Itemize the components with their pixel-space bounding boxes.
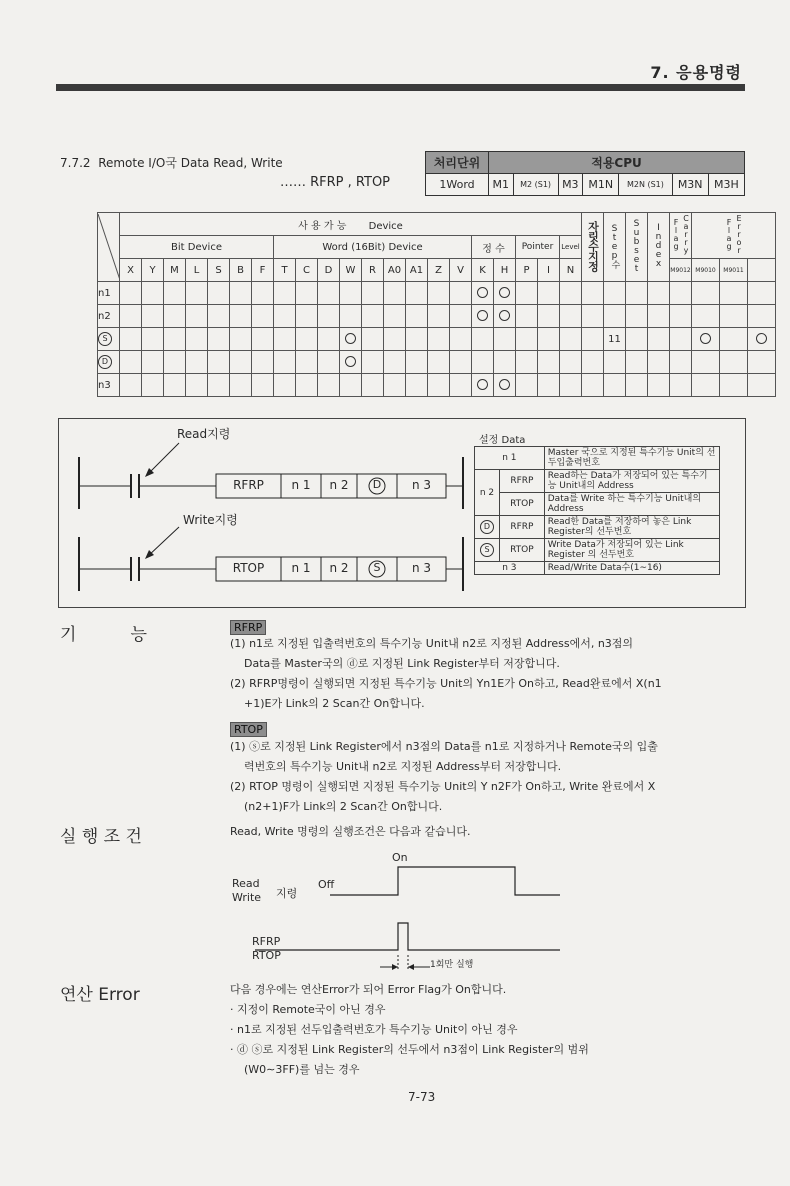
- rfrp-line-2b: +1)E가 Link의 2 Scan간 On합니다.: [244, 697, 425, 710]
- device-cell: [208, 328, 230, 351]
- d-label: D: [475, 516, 500, 539]
- device-cell: [296, 282, 318, 305]
- col-s: S: [208, 259, 230, 282]
- cpu-table: [425, 151, 745, 196]
- steps-header: 자릿수지정: [582, 213, 604, 282]
- device-table-body: [98, 282, 776, 397]
- d-desc: Read한 Data를 저장하여 놓은 Link Register의 선두번호: [544, 516, 719, 539]
- device-cell: [582, 305, 604, 328]
- cpu-header: 적용CPU: [489, 152, 745, 174]
- device-cell: [604, 351, 626, 374]
- rtop-box-n3: n 3: [411, 561, 432, 575]
- device-cell: [428, 305, 450, 328]
- rfrp-box-n2: n 2: [329, 478, 349, 492]
- device-row-s: [98, 328, 776, 351]
- device-cell: [186, 374, 208, 397]
- function-heading: 기 능: [60, 625, 147, 645]
- device-cell: [582, 351, 604, 374]
- pointer-header: Pointer: [516, 236, 560, 259]
- device-row-d: [98, 351, 776, 374]
- device-cell: [648, 282, 670, 305]
- device-cell: [604, 374, 626, 397]
- available-mark: [499, 287, 510, 298]
- n2-rtop-label: RTOP: [500, 493, 545, 516]
- exec-text: Read, Write 명령의 실행조건은 다음과 같습니다.: [230, 825, 471, 838]
- device-cell: [252, 374, 274, 397]
- n1-label: n 1: [475, 447, 545, 470]
- col-i: I: [538, 259, 560, 282]
- device-cell: [626, 374, 648, 397]
- device-cell: [274, 328, 296, 351]
- rtop-line-2b: (n2+1)F가 Link의 2 Scan간 On합니다.: [244, 800, 443, 813]
- available-mark: [756, 333, 767, 344]
- word-device-header: Word (16Bit) Device: [274, 236, 472, 259]
- col-w: W: [340, 259, 362, 282]
- device-cell: [516, 374, 538, 397]
- rtop-box-name: RTOP: [232, 561, 265, 575]
- row-label: n1: [98, 282, 120, 305]
- flag-m9011: M9011: [720, 259, 748, 282]
- device-cell: [472, 374, 494, 397]
- device-cell: [626, 282, 648, 305]
- device-cell: [230, 374, 252, 397]
- device-cell: [560, 328, 582, 351]
- s-desc: Write Data가 저장되어 있는 Link Register 의 선두번호: [544, 539, 719, 562]
- device-cell: [142, 374, 164, 397]
- device-cell: [252, 305, 274, 328]
- n2-rtop-desc: Data를 Write 하는 특수기능 Unit내의 Address: [544, 493, 719, 516]
- device-cell: [252, 282, 274, 305]
- flag-m9010: M9010: [692, 259, 720, 282]
- device-cell: [472, 328, 494, 351]
- flag-blank: [748, 259, 776, 282]
- device-cell: [626, 305, 648, 328]
- write-command-label: Write지령: [183, 513, 238, 527]
- timing-rfrp-rtop-label: [252, 935, 281, 963]
- rtop-box-n1: n 1: [291, 561, 311, 575]
- device-cell: [692, 351, 720, 374]
- device-cell: [670, 305, 692, 328]
- rfrp-line-1a: (1) n1로 지정된 입출력번호의 특수기능 Unit내 n2로 지정된 Address에서, n3점의: [230, 637, 634, 650]
- col-m: M: [164, 259, 186, 282]
- n2-rfrp-desc: Read하는 Data가 저장되어 있는 특수기능 Unit내의 Address: [544, 470, 719, 493]
- device-cell: [450, 351, 472, 374]
- col-b: B: [230, 259, 252, 282]
- settings-title: 설정 Data: [479, 435, 526, 446]
- device-cell: [208, 351, 230, 374]
- device-cell: [450, 374, 472, 397]
- device-cell: [362, 351, 384, 374]
- device-cell: [494, 328, 516, 351]
- available-mark: [700, 333, 711, 344]
- rfrp-box-n3: n 3: [411, 478, 432, 492]
- cpu-m1: M1: [489, 174, 514, 196]
- s-sub: RTOP: [500, 539, 545, 562]
- cpu-m1n: M1N: [583, 174, 619, 196]
- device-cell: [164, 305, 186, 328]
- n2-label: n 2: [475, 470, 500, 516]
- available-mark: [499, 379, 510, 390]
- device-cell: [692, 328, 720, 351]
- device-cell: [318, 374, 340, 397]
- device-cell: [450, 328, 472, 351]
- col-y: Y: [142, 259, 164, 282]
- col-c: C: [296, 259, 318, 282]
- device-cell: [538, 351, 560, 374]
- s-label: S: [475, 539, 500, 562]
- device-cell: [560, 374, 582, 397]
- device-cell: [670, 328, 692, 351]
- device-cell: [340, 374, 362, 397]
- device-cell: [648, 328, 670, 351]
- timing-rfrp: RFRP: [252, 935, 281, 948]
- device-cell: [274, 305, 296, 328]
- device-cell: [582, 328, 604, 351]
- device-cell: [384, 305, 406, 328]
- header-rule: [56, 84, 745, 91]
- device-cell: [186, 328, 208, 351]
- d-sub: RFRP: [500, 516, 545, 539]
- device-cell: [252, 351, 274, 374]
- device-cell: [494, 374, 516, 397]
- const-header: 정 수: [472, 236, 516, 259]
- rfrp-line-1b: Data를 Master국의 ⓓ로 지정된 Link Register부터 저장합니다.: [244, 657, 560, 670]
- row-label: n3: [98, 374, 120, 397]
- n1-desc: Master 국으로 지정된 특수기능 Unit의 선두입출력번호: [544, 447, 719, 470]
- available-mark: [477, 310, 488, 321]
- device-cell: [748, 305, 776, 328]
- device-cell: [406, 374, 428, 397]
- error-item-4: (W0∼3FF)를 넘는 경우: [244, 1063, 360, 1076]
- timing-once-label: 1회만 실행: [430, 960, 474, 970]
- col-l: L: [186, 259, 208, 282]
- device-cell: [516, 282, 538, 305]
- col-t: T: [274, 259, 296, 282]
- device-cell: [604, 282, 626, 305]
- device-cell: [164, 351, 186, 374]
- rtop-line-2a: (2) RTOP 명령이 실행되면 지정된 특수기능 Unit의 Y n2F가 On하고, Write 완료에서 X: [230, 780, 656, 793]
- device-cell: [186, 305, 208, 328]
- device-cell: [230, 282, 252, 305]
- device-cell: [648, 374, 670, 397]
- device-cell: [384, 374, 406, 397]
- device-cell: [428, 351, 450, 374]
- device-cell: [384, 282, 406, 305]
- device-cell: [428, 328, 450, 351]
- device-cell: [748, 374, 776, 397]
- timing-command-label: 지령: [276, 887, 298, 900]
- index-header: Index: [648, 213, 670, 282]
- col-d: D: [318, 259, 340, 282]
- device-cell: [670, 374, 692, 397]
- device-cell: [516, 305, 538, 328]
- error-intro: 다음 경우에는 연산Error가 되어 Error Flag가 On합니다.: [230, 983, 507, 996]
- device-cell: [252, 328, 274, 351]
- col-p: P: [516, 259, 538, 282]
- device-cell: [472, 351, 494, 374]
- device-cell: [720, 282, 748, 305]
- cpu-m2n: M2N (S1): [619, 174, 672, 196]
- device-cell: [208, 374, 230, 397]
- device-cell: [406, 282, 428, 305]
- device-cell: [142, 282, 164, 305]
- device-cell: [720, 305, 748, 328]
- device-cell: [208, 282, 230, 305]
- error-header: Error Flag: [692, 213, 776, 259]
- device-cell: [516, 328, 538, 351]
- section-number: 7.7.2: [60, 156, 91, 170]
- device-cell: [648, 351, 670, 374]
- row-label: S: [98, 328, 120, 351]
- rtop-description: [230, 737, 755, 817]
- device-cell: 11: [604, 328, 626, 351]
- rtop-line-1a: (1) ⓢ로 지정된 Link Register에서 n3점의 Data를 n1로 지정하거나 Remote국의 입출: [230, 740, 658, 753]
- device-cell: [164, 282, 186, 305]
- device-cell: [318, 282, 340, 305]
- rfrp-box-name: RFRP: [233, 478, 264, 492]
- available-mark: [477, 379, 488, 390]
- timing-rtop: RTOP: [252, 949, 281, 962]
- device-cell: [494, 351, 516, 374]
- device-cell: [450, 282, 472, 305]
- device-cell: [670, 282, 692, 305]
- device-cell: [670, 351, 692, 374]
- available-mark: [345, 356, 356, 367]
- corner-cell: [98, 213, 120, 282]
- device-cell: [230, 351, 252, 374]
- device-cell: [582, 282, 604, 305]
- device-cell: [560, 282, 582, 305]
- col-f: F: [252, 259, 274, 282]
- timing-read-write-label: [232, 877, 261, 905]
- step-count-header: Step수: [604, 213, 626, 282]
- column-header-row: [98, 259, 776, 282]
- device-cell: [340, 328, 362, 351]
- usable-device-header: [120, 213, 582, 236]
- device-cell: [164, 374, 186, 397]
- device-row-n3: [98, 374, 776, 397]
- device-cell: [120, 282, 142, 305]
- device-cell: [494, 282, 516, 305]
- device-cell: [340, 351, 362, 374]
- device-cell: [720, 374, 748, 397]
- device-cell: [428, 374, 450, 397]
- device-cell: [362, 374, 384, 397]
- rtop-box-n2: n 2: [329, 561, 349, 575]
- device-row-n2: [98, 305, 776, 328]
- rtop-line-1b: 력번호의 특수기능 Unit내 n2로 지정된 Address부터 저장합니다.: [244, 760, 562, 773]
- device-cell: [472, 282, 494, 305]
- device-cell: [626, 351, 648, 374]
- carry-header: Carry Flag: [670, 213, 692, 259]
- rfrp-tag: RFRP: [230, 620, 266, 635]
- timing-write: Write: [232, 891, 262, 904]
- device-cell: [120, 351, 142, 374]
- device-cell: [538, 282, 560, 305]
- n3-label: n 3: [475, 562, 545, 575]
- device-cell: [748, 351, 776, 374]
- n2-rfrp-label: RFRP: [500, 470, 545, 493]
- rfrp-description: [230, 634, 750, 714]
- device-cell: [142, 328, 164, 351]
- col-z: Z: [428, 259, 450, 282]
- available-mark: [477, 287, 488, 298]
- device-cell: [582, 374, 604, 397]
- device-cell: [120, 305, 142, 328]
- device-cell: [186, 351, 208, 374]
- rtop-box-s: S: [373, 561, 381, 574]
- col-a1: A1: [406, 259, 428, 282]
- device-cell: [692, 374, 720, 397]
- col-k: K: [472, 259, 494, 282]
- device-cell: [692, 305, 720, 328]
- device-cell: [296, 328, 318, 351]
- device-cell: [340, 282, 362, 305]
- device-cell: [340, 305, 362, 328]
- device-cell: [538, 305, 560, 328]
- n3-desc: Read/Write Data수(1∼16): [544, 562, 719, 575]
- settings-table: [474, 446, 720, 575]
- rfrp-box-d: D: [372, 478, 382, 491]
- device-cell: [450, 305, 472, 328]
- unit-header: 처리단위: [426, 152, 489, 174]
- device-cell: [428, 282, 450, 305]
- rfrp-line-2a: (2) RFRP명령이 실행되면 지정된 특수기능 Unit의 Yn1E가 On하고, Read완료에서 X(n1: [230, 677, 662, 690]
- device-cell: [318, 305, 340, 328]
- device-cell: [296, 374, 318, 397]
- device-cell: [692, 282, 720, 305]
- timing-on-label: On: [392, 851, 408, 864]
- device-cell: [318, 328, 340, 351]
- col-r: R: [362, 259, 384, 282]
- usable-label: 사 용 가 능: [298, 220, 347, 232]
- bit-device-header: Bit Device: [120, 236, 274, 259]
- device-cell: [720, 328, 748, 351]
- device-cell: [406, 328, 428, 351]
- timing-read: Read: [232, 877, 260, 890]
- device-cell: [604, 305, 626, 328]
- device-table: [97, 212, 776, 397]
- available-mark: [345, 333, 356, 344]
- device-cell: [274, 351, 296, 374]
- subset-header: Subset: [626, 213, 648, 282]
- device-cell: [384, 351, 406, 374]
- device-cell: [230, 328, 252, 351]
- page-number: 7-73: [408, 1090, 436, 1104]
- instruction-names: …… RFRP , RTOP: [280, 175, 391, 190]
- col-v: V: [450, 259, 472, 282]
- device-cell: [720, 351, 748, 374]
- error-item-3: · ⓓ ⓢ로 지정된 Link Register의 선두에서 n3점이 Link Register의 범위: [230, 1043, 589, 1056]
- device-cell: [748, 328, 776, 351]
- chapter-title: 7. 응용명령: [650, 63, 742, 82]
- device-cell: [538, 328, 560, 351]
- col-a0: A0: [384, 259, 406, 282]
- device-cell: [230, 305, 252, 328]
- cpu-m3: M3: [558, 174, 583, 196]
- device-cell: [384, 328, 406, 351]
- device-cell: [142, 305, 164, 328]
- cpu-m2: M2 (S1): [513, 174, 558, 196]
- section-title: [60, 154, 283, 171]
- device-cell: [560, 351, 582, 374]
- device-cell: [626, 328, 648, 351]
- device-cell: [296, 351, 318, 374]
- device-cell: [648, 305, 670, 328]
- error-heading: 연산 Error: [60, 985, 140, 1005]
- unit-value: 1Word: [426, 174, 489, 196]
- error-description: [230, 980, 750, 1080]
- exec-heading: 실 행 조 건: [60, 827, 142, 847]
- device-cell: [362, 305, 384, 328]
- device-cell: [560, 305, 582, 328]
- rfrp-box-n1: n 1: [291, 478, 311, 492]
- col-h: H: [494, 259, 516, 282]
- device-cell: [494, 305, 516, 328]
- device-cell: [274, 282, 296, 305]
- available-mark: [499, 310, 510, 321]
- device-row-n1: [98, 282, 776, 305]
- device-cell: [362, 328, 384, 351]
- read-command-label: Read지령: [177, 427, 231, 441]
- cpu-m3h: M3H: [708, 174, 744, 196]
- device-cell: [538, 374, 560, 397]
- row-label: n2: [98, 305, 120, 328]
- device-cell: [296, 305, 318, 328]
- col-x: X: [120, 259, 142, 282]
- device-cell: [748, 282, 776, 305]
- section-title-text: Remote I/O국 Data Read, Write: [98, 156, 283, 170]
- cpu-m3n: M3N: [672, 174, 708, 196]
- device-cell: [120, 328, 142, 351]
- device-cell: [318, 351, 340, 374]
- rtop-tag: RTOP: [230, 722, 267, 737]
- device-cell: [516, 351, 538, 374]
- device-cell: [120, 374, 142, 397]
- timing-off-label: Off: [318, 878, 335, 891]
- level-header: Level: [560, 236, 582, 259]
- device-cell: [406, 351, 428, 374]
- error-item-2: · n1로 지정된 선두입출력번호가 특수기능 Unit이 아닌 경우: [230, 1023, 518, 1036]
- device-cell: [142, 351, 164, 374]
- device-cell: [164, 328, 186, 351]
- flag-m9012: M9012: [670, 259, 692, 282]
- device-label: Device: [368, 220, 403, 232]
- row-label: D: [98, 351, 120, 374]
- error-item-1: · 지정이 Remote국이 아닌 경우: [230, 1003, 386, 1016]
- device-cell: [362, 282, 384, 305]
- device-cell: [472, 305, 494, 328]
- device-cell: [406, 305, 428, 328]
- device-cell: [208, 305, 230, 328]
- col-n: N: [560, 259, 582, 282]
- device-cell: [186, 282, 208, 305]
- device-cell: [274, 374, 296, 397]
